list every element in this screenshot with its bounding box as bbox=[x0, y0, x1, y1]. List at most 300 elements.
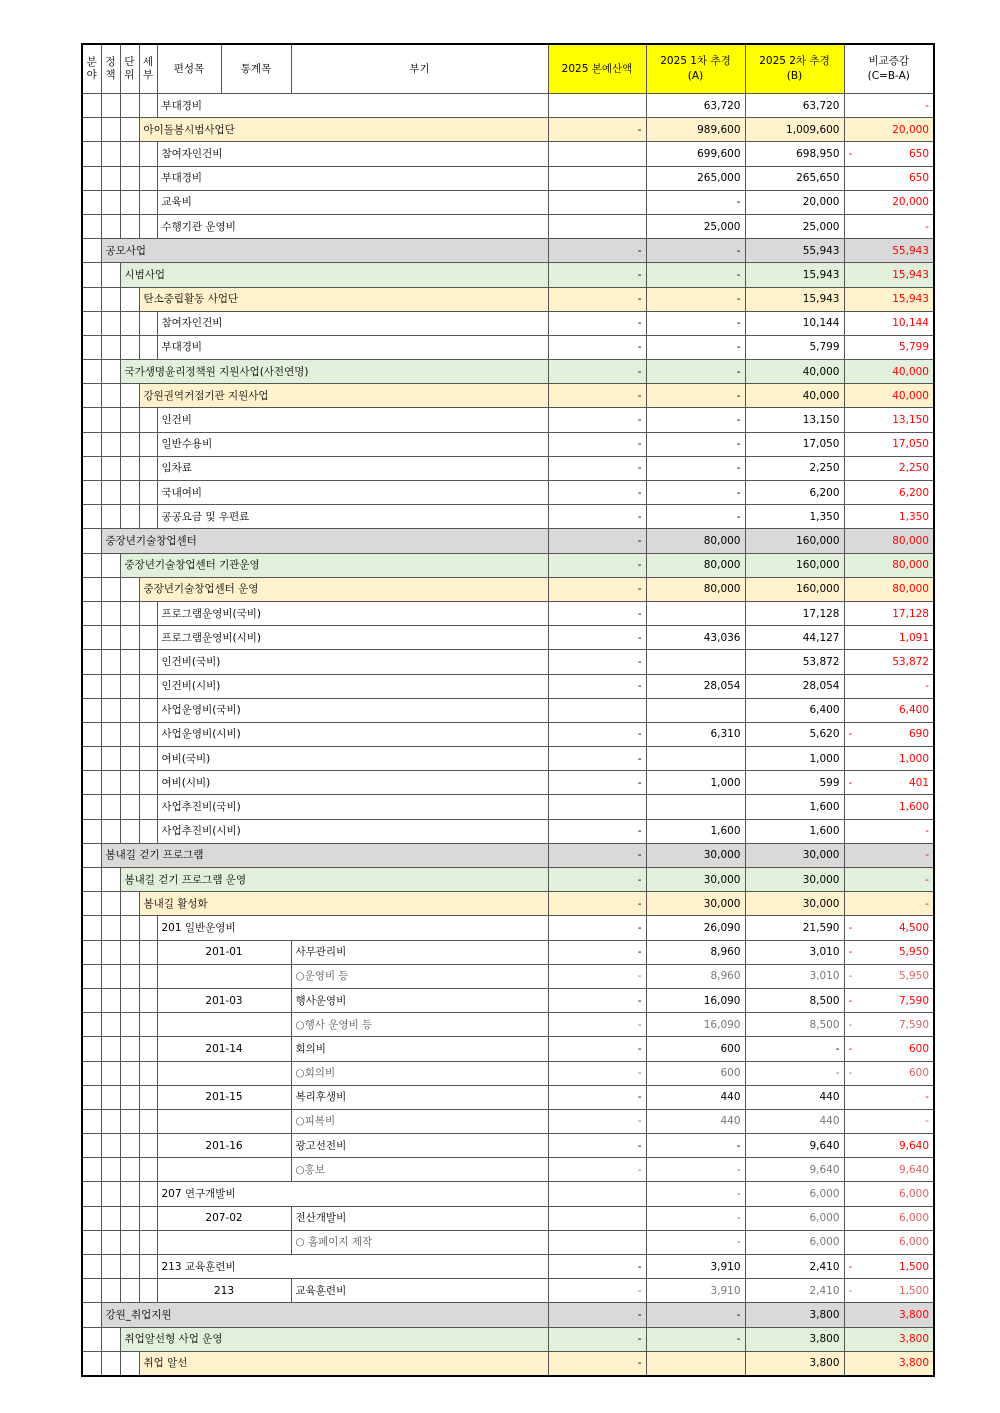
indent-cell bbox=[139, 722, 157, 746]
header-row bbox=[82, 44, 934, 94]
table-row bbox=[82, 94, 934, 118]
table-row bbox=[82, 843, 934, 867]
first-supp-value: - bbox=[646, 1206, 745, 1230]
indent-cell bbox=[101, 601, 120, 625]
compare-value bbox=[844, 1109, 934, 1133]
indent-cell bbox=[120, 287, 139, 311]
first-supp-value: 16,090 bbox=[646, 1013, 745, 1037]
first-supp-value bbox=[646, 601, 745, 625]
compare-value bbox=[844, 722, 934, 746]
compare-amount: 6,000 bbox=[898, 1212, 929, 1225]
indent-cell bbox=[82, 940, 101, 964]
indent-cell bbox=[120, 747, 139, 771]
indent-cell bbox=[82, 843, 101, 867]
indent-cell bbox=[101, 674, 120, 698]
indent-cell bbox=[82, 698, 101, 722]
main-budget-value: - bbox=[548, 529, 646, 553]
first-supp-value: 25,000 bbox=[646, 214, 745, 238]
table-row bbox=[82, 1303, 934, 1327]
item-label: 프로그램운영비(시비) bbox=[157, 626, 548, 650]
table-row bbox=[82, 214, 934, 238]
indent-cell bbox=[101, 1206, 120, 1230]
compare-amount: 7,590 bbox=[898, 1018, 929, 1031]
compare-amount: 6,000 bbox=[898, 1188, 929, 1201]
main-budget-value: - bbox=[548, 650, 646, 674]
table-row bbox=[82, 1085, 934, 1109]
negative-sign: - bbox=[848, 147, 853, 160]
compare-value bbox=[844, 940, 934, 964]
first-supp-value: 8,960 bbox=[646, 964, 745, 988]
indent-cell bbox=[120, 311, 139, 335]
header-compare-sub: (C=B-A) bbox=[867, 70, 910, 82]
first-supp-value: 80,000 bbox=[646, 577, 745, 601]
main-budget-value: - bbox=[548, 432, 646, 456]
indent-cell bbox=[82, 142, 101, 166]
indent-cell bbox=[101, 335, 120, 359]
compare-amount: 650 bbox=[908, 147, 929, 160]
compare-amount: 1,000 bbox=[898, 752, 929, 765]
second-supp-value: 2,250 bbox=[745, 456, 844, 480]
compare-value bbox=[844, 916, 934, 940]
item-label: 교육훈련비 bbox=[291, 1279, 548, 1303]
main-budget-value: - bbox=[548, 988, 646, 1012]
main-budget-value: - bbox=[548, 1037, 646, 1061]
main-budget-value bbox=[548, 190, 646, 214]
indent-cell bbox=[120, 626, 139, 650]
compare-value bbox=[844, 868, 934, 892]
indent-cell bbox=[82, 1158, 101, 1182]
indent-cell bbox=[101, 795, 120, 819]
compare-amount: 401 bbox=[908, 776, 929, 789]
item-label: 수행기관 운영비 bbox=[157, 214, 548, 238]
main-budget-value: - bbox=[548, 747, 646, 771]
indent-cell bbox=[101, 94, 120, 118]
indent-cell bbox=[139, 481, 157, 505]
indent-cell bbox=[120, 1351, 139, 1376]
first-supp-value: - bbox=[646, 1134, 745, 1158]
second-supp-value: 3,800 bbox=[745, 1327, 844, 1351]
main-budget-value: - bbox=[548, 1158, 646, 1182]
main-budget-value: - bbox=[548, 1134, 646, 1158]
first-supp-value: 3,910 bbox=[646, 1279, 745, 1303]
indent-cell bbox=[82, 1230, 101, 1254]
item-label: 국가생명윤리정책원 지원사업(사전연명) bbox=[120, 360, 548, 384]
negative-sign: - bbox=[848, 1018, 853, 1031]
indent-cell bbox=[139, 1255, 157, 1279]
compare-value bbox=[844, 650, 934, 674]
indent-cell bbox=[82, 577, 101, 601]
item-label: 아이돌봄시범사업단 bbox=[139, 118, 548, 142]
indent-cell bbox=[139, 190, 157, 214]
negative-sign: - bbox=[848, 1260, 853, 1273]
indent-cell bbox=[120, 408, 139, 432]
first-supp-value: - bbox=[646, 1182, 745, 1206]
indent-cell bbox=[101, 190, 120, 214]
compare-amount: 9,640 bbox=[898, 1163, 929, 1176]
first-supp-value: 80,000 bbox=[646, 553, 745, 577]
main-budget-value bbox=[548, 795, 646, 819]
indent-cell bbox=[82, 311, 101, 335]
table-row bbox=[82, 335, 934, 359]
item-label: 사무관리비 bbox=[291, 940, 548, 964]
indent-cell bbox=[82, 1303, 101, 1327]
compare-amount: 600 bbox=[908, 1067, 929, 1080]
table-row bbox=[82, 601, 934, 625]
table-row bbox=[82, 1230, 934, 1254]
item-label: 임차료 bbox=[157, 456, 548, 480]
first-supp-value: 30,000 bbox=[646, 843, 745, 867]
item-label: 201 일반운영비 bbox=[157, 916, 548, 940]
indent-cell bbox=[101, 142, 120, 166]
main-budget-value: - bbox=[548, 916, 646, 940]
indent-cell bbox=[82, 988, 101, 1012]
item-label: 사업추진비(국비) bbox=[157, 795, 548, 819]
compare-value bbox=[844, 601, 934, 625]
compare-value bbox=[844, 408, 934, 432]
item-label: 중장년기술창업센터 기관운영 bbox=[120, 553, 548, 577]
main-budget-value: - bbox=[548, 1351, 646, 1376]
second-supp-value: 2,410 bbox=[745, 1279, 844, 1303]
main-budget-value: - bbox=[548, 481, 646, 505]
compare-amount: 80,000 bbox=[892, 534, 929, 547]
compare-amount: 20,000 bbox=[892, 196, 929, 209]
indent-cell bbox=[101, 1279, 120, 1303]
indent-cell bbox=[101, 1158, 120, 1182]
second-supp-value: 15,943 bbox=[745, 287, 844, 311]
indent-cell bbox=[139, 408, 157, 432]
negative-sign: - bbox=[848, 776, 853, 789]
compare-value bbox=[844, 1013, 934, 1037]
indent-cell bbox=[120, 1134, 139, 1158]
main-budget-value: - bbox=[548, 1327, 646, 1351]
indent-cell bbox=[139, 1037, 157, 1061]
first-supp-value: 1,600 bbox=[646, 819, 745, 843]
item-label: 참여자인건비 bbox=[157, 311, 548, 335]
indent-cell bbox=[120, 94, 139, 118]
second-supp-value: 5,799 bbox=[745, 335, 844, 359]
compare-value bbox=[844, 747, 934, 771]
compare-value bbox=[844, 214, 934, 238]
indent-cell bbox=[139, 771, 157, 795]
indent-cell bbox=[120, 771, 139, 795]
indent-cell bbox=[101, 432, 120, 456]
compare-value bbox=[844, 529, 934, 553]
second-supp-value: 5,620 bbox=[745, 722, 844, 746]
second-supp-value: 30,000 bbox=[745, 843, 844, 867]
indent-cell bbox=[82, 432, 101, 456]
indent-cell bbox=[82, 529, 101, 553]
indent-cell bbox=[139, 698, 157, 722]
indent-cell bbox=[82, 214, 101, 238]
main-budget-value: - bbox=[548, 118, 646, 142]
main-budget-value: - bbox=[548, 843, 646, 867]
indent-cell bbox=[82, 722, 101, 746]
table-row bbox=[82, 481, 934, 505]
indent-cell bbox=[82, 1279, 101, 1303]
indent-cell bbox=[82, 553, 101, 577]
first-supp-value bbox=[646, 1351, 745, 1376]
second-supp-value: 1,350 bbox=[745, 505, 844, 529]
compare-value bbox=[844, 1158, 934, 1182]
indent-cell bbox=[82, 771, 101, 795]
negative-sign: - bbox=[848, 1067, 853, 1080]
item-note: ○ 홈페이지 제작 bbox=[291, 1230, 548, 1254]
indent-cell bbox=[157, 964, 291, 988]
indent-cell bbox=[101, 1351, 120, 1376]
indent-cell bbox=[120, 964, 139, 988]
item-note: ○운영비 등 bbox=[291, 964, 548, 988]
item-label: 봄내길 걷기 프로그램 bbox=[101, 843, 548, 867]
item-label: 봄내길 활성화 bbox=[139, 892, 548, 916]
table-row bbox=[82, 916, 934, 940]
compare-value bbox=[844, 384, 934, 408]
compare-value bbox=[844, 456, 934, 480]
negative-sign: - bbox=[848, 1042, 853, 1055]
indent-cell bbox=[120, 214, 139, 238]
indent-cell bbox=[82, 263, 101, 287]
indent-cell bbox=[120, 722, 139, 746]
indent-cell bbox=[120, 432, 139, 456]
indent-cell bbox=[157, 1158, 291, 1182]
compare-value bbox=[844, 505, 934, 529]
indent-cell bbox=[139, 650, 157, 674]
table-row bbox=[82, 1255, 934, 1279]
indent-cell bbox=[120, 456, 139, 480]
compare-amount: 80,000 bbox=[892, 583, 929, 596]
indent-cell bbox=[101, 481, 120, 505]
compare-value bbox=[844, 142, 934, 166]
second-supp-value: - bbox=[745, 1061, 844, 1085]
indent-cell bbox=[120, 142, 139, 166]
second-supp-value: 599 bbox=[745, 771, 844, 795]
main-budget-value: - bbox=[548, 1109, 646, 1133]
item-label: 복리후생비 bbox=[291, 1085, 548, 1109]
indent-cell bbox=[120, 1158, 139, 1182]
indent-cell bbox=[101, 1327, 120, 1351]
item-label: 전산개발비 bbox=[291, 1206, 548, 1230]
indent-cell bbox=[139, 1061, 157, 1085]
first-supp-value: - bbox=[646, 1303, 745, 1327]
compare-value bbox=[844, 166, 934, 190]
indent-cell bbox=[82, 747, 101, 771]
compare-amount: 40,000 bbox=[892, 365, 929, 378]
header-second-supp-title: 2025 2차 추경 bbox=[759, 55, 830, 67]
indent-cell bbox=[139, 142, 157, 166]
compare-value bbox=[844, 481, 934, 505]
first-supp-value: - bbox=[646, 311, 745, 335]
indent-cell bbox=[82, 1206, 101, 1230]
indent-cell bbox=[101, 1109, 120, 1133]
indent-cell bbox=[82, 1061, 101, 1085]
indent-cell bbox=[101, 626, 120, 650]
compare-amount: 6,000 bbox=[898, 1236, 929, 1249]
table-row bbox=[82, 626, 934, 650]
second-supp-value: 20,000 bbox=[745, 190, 844, 214]
negative-sign: - bbox=[848, 970, 853, 983]
compare-value bbox=[844, 94, 934, 118]
first-supp-value bbox=[646, 650, 745, 674]
first-supp-value: 600 bbox=[646, 1061, 745, 1085]
indent-cell bbox=[120, 988, 139, 1012]
table-row bbox=[82, 698, 934, 722]
second-supp-value: 40,000 bbox=[745, 360, 844, 384]
indent-cell bbox=[101, 1182, 120, 1206]
item-label: 인건비 bbox=[157, 408, 548, 432]
table-row bbox=[82, 311, 934, 335]
indent-cell bbox=[139, 214, 157, 238]
indent-cell bbox=[101, 287, 120, 311]
second-supp-value: 30,000 bbox=[745, 892, 844, 916]
header-compare-title: 비교증감 bbox=[868, 55, 910, 67]
indent-cell bbox=[139, 940, 157, 964]
item-code: 201-01 bbox=[157, 940, 291, 964]
second-supp-value: 63,720 bbox=[745, 94, 844, 118]
compare-value bbox=[844, 892, 934, 916]
indent-cell bbox=[82, 481, 101, 505]
indent-cell bbox=[101, 819, 120, 843]
compare-amount: - bbox=[925, 849, 929, 862]
indent-cell bbox=[139, 916, 157, 940]
compare-value bbox=[844, 190, 934, 214]
indent-cell bbox=[120, 384, 139, 408]
indent-cell bbox=[120, 795, 139, 819]
table-row bbox=[82, 1206, 934, 1230]
main-budget-value: - bbox=[548, 335, 646, 359]
table-row bbox=[82, 1037, 934, 1061]
indent-cell bbox=[82, 916, 101, 940]
indent-cell bbox=[139, 1158, 157, 1182]
header-jeongchaek: 정책 bbox=[101, 44, 120, 94]
indent-cell bbox=[101, 1037, 120, 1061]
main-budget-value bbox=[548, 142, 646, 166]
compare-amount: 15,943 bbox=[892, 268, 929, 281]
item-label: 중장년기술창업센터 운영 bbox=[139, 577, 548, 601]
table-row bbox=[82, 239, 934, 263]
main-budget-value: - bbox=[548, 311, 646, 335]
main-budget-value: - bbox=[548, 1013, 646, 1037]
main-budget-value: - bbox=[548, 263, 646, 287]
item-code: 207-02 bbox=[157, 1206, 291, 1230]
indent-cell bbox=[120, 1085, 139, 1109]
indent-cell bbox=[157, 1061, 291, 1085]
compare-value bbox=[844, 553, 934, 577]
item-label: 여비(시비) bbox=[157, 771, 548, 795]
compare-amount: 55,943 bbox=[892, 244, 929, 257]
indent-cell bbox=[139, 795, 157, 819]
indent-cell bbox=[82, 190, 101, 214]
item-label: 213 교육훈련비 bbox=[157, 1255, 548, 1279]
indent-cell bbox=[101, 1013, 120, 1037]
header-first-supp-title: 2025 1차 추경 bbox=[660, 55, 731, 67]
compare-value bbox=[844, 626, 934, 650]
negative-sign: - bbox=[848, 994, 853, 1007]
table-row bbox=[82, 384, 934, 408]
indent-cell bbox=[82, 626, 101, 650]
header-first-supp bbox=[646, 44, 745, 94]
indent-cell bbox=[82, 118, 101, 142]
compare-value bbox=[844, 1085, 934, 1109]
indent-cell bbox=[101, 456, 120, 480]
indent-cell bbox=[101, 408, 120, 432]
indent-cell bbox=[82, 795, 101, 819]
first-supp-value: 30,000 bbox=[646, 892, 745, 916]
indent-cell bbox=[82, 166, 101, 190]
compare-value bbox=[844, 239, 934, 263]
indent-cell bbox=[120, 698, 139, 722]
compare-amount: - bbox=[925, 873, 929, 886]
first-supp-value bbox=[646, 795, 745, 819]
indent-cell bbox=[139, 819, 157, 843]
main-budget-value: - bbox=[548, 1061, 646, 1085]
item-note: ○회의비 bbox=[291, 1061, 548, 1085]
first-supp-value: - bbox=[646, 360, 745, 384]
table-row bbox=[82, 553, 934, 577]
first-supp-value: 600 bbox=[646, 1037, 745, 1061]
main-budget-value: - bbox=[548, 287, 646, 311]
compare-amount: 15,943 bbox=[892, 293, 929, 306]
indent-cell bbox=[82, 819, 101, 843]
second-supp-value: 10,144 bbox=[745, 311, 844, 335]
indent-cell bbox=[82, 335, 101, 359]
table-row bbox=[82, 795, 934, 819]
table-row bbox=[82, 263, 934, 287]
table-row bbox=[82, 892, 934, 916]
first-supp-value: - bbox=[646, 190, 745, 214]
second-supp-value: 1,600 bbox=[745, 819, 844, 843]
compare-value bbox=[844, 771, 934, 795]
indent-cell bbox=[139, 311, 157, 335]
item-label: 사업추진비(시비) bbox=[157, 819, 548, 843]
indent-cell bbox=[101, 650, 120, 674]
table-row bbox=[82, 747, 934, 771]
table-row bbox=[82, 1279, 934, 1303]
main-budget-value: - bbox=[548, 674, 646, 698]
compare-value bbox=[844, 1279, 934, 1303]
table-row bbox=[82, 819, 934, 843]
indent-cell bbox=[139, 1013, 157, 1037]
main-budget-value bbox=[548, 214, 646, 238]
second-supp-value: 6,000 bbox=[745, 1230, 844, 1254]
second-supp-value: 160,000 bbox=[745, 577, 844, 601]
first-supp-value: - bbox=[646, 505, 745, 529]
compare-amount: 17,050 bbox=[892, 438, 929, 451]
compare-amount: 1,600 bbox=[898, 801, 929, 814]
item-label: 일반수용비 bbox=[157, 432, 548, 456]
compare-value bbox=[844, 964, 934, 988]
compare-amount: 9,640 bbox=[898, 1139, 929, 1152]
indent-cell bbox=[82, 287, 101, 311]
indent-cell bbox=[82, 601, 101, 625]
table-row bbox=[82, 118, 934, 142]
item-label: 강원_취업지원 bbox=[101, 1303, 548, 1327]
main-budget-value: - bbox=[548, 771, 646, 795]
indent-cell bbox=[101, 118, 120, 142]
compare-value bbox=[844, 674, 934, 698]
table-row bbox=[82, 408, 934, 432]
second-supp-value: 440 bbox=[745, 1109, 844, 1133]
negative-sign: - bbox=[848, 728, 853, 741]
main-budget-value: - bbox=[548, 577, 646, 601]
second-supp-value: 17,128 bbox=[745, 601, 844, 625]
indent-cell bbox=[139, 94, 157, 118]
item-label: 여비(국비) bbox=[157, 747, 548, 771]
table-row bbox=[82, 456, 934, 480]
table-row bbox=[82, 988, 934, 1012]
table-row bbox=[82, 1109, 934, 1133]
indent-cell bbox=[120, 1182, 139, 1206]
indent-cell bbox=[82, 384, 101, 408]
second-supp-value: 440 bbox=[745, 1085, 844, 1109]
